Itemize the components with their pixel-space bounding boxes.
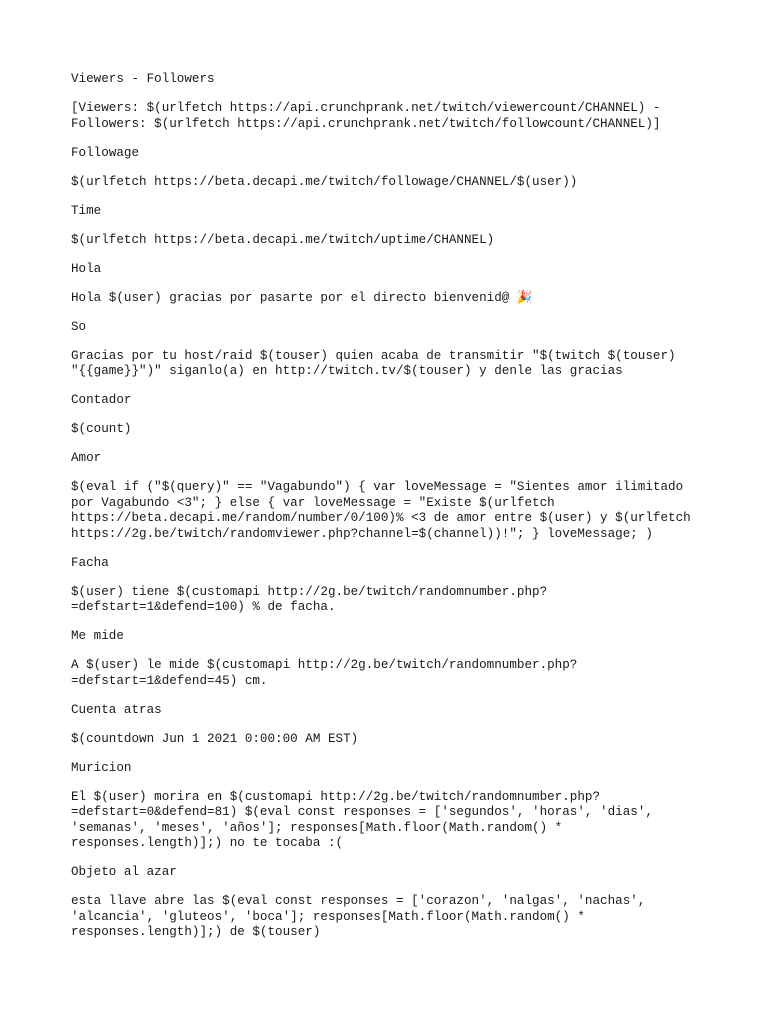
command-title: Contador <box>71 393 132 407</box>
command-body <box>71 422 711 438</box>
command-body <box>71 349 711 380</box>
command-body <box>71 790 711 852</box>
command-line: [Viewers: $(urlfetch https://api.crunchprank.net/twitch/viewercount/CHANNEL) - <box>71 101 661 115</box>
command-entry <box>71 262 711 307</box>
command-entry <box>71 629 711 689</box>
command-line: responses.length)];) no te tocaba :( <box>71 836 344 850</box>
command-line: Hola $(user) gracias por pasarte por el directo bienvenid@ 🎉 <box>71 290 533 305</box>
command-title: So <box>71 319 87 334</box>
command-body <box>71 233 711 249</box>
command-title: Amor <box>71 451 102 465</box>
command-line: A $(user) le mide $(customapi http://2g.be/twitch/randomnumber.php? <box>71 658 578 672</box>
command-line: El $(user) morira en $(customapi http://2g.be/twitch/randomnumber.php? <box>71 789 601 804</box>
command-line: $(user) tiene $(customapi http://2g.be/twitch/randomnumber.php? <box>71 584 548 599</box>
command-body <box>71 101 711 132</box>
document-page <box>71 72 711 954</box>
command-line: =defstart=0&defend=81) $(eval const responses = ['segundos', 'horas', 'dias', <box>71 805 653 819</box>
command-entry <box>71 761 711 852</box>
command-line: https://2g.be/twitch/randomviewer.php?channel=$(channel))!"; } loveMessage; ) <box>71 526 653 541</box>
command-body <box>71 480 711 542</box>
command-title: Cuenta atras <box>71 702 162 717</box>
command-body <box>71 585 711 616</box>
command-title: Facha <box>71 555 109 570</box>
command-line: Gracias por tu host/raid $(touser) quien acaba de transmitir "$(twitch $(touser) <box>71 348 676 363</box>
command-entry <box>71 703 711 748</box>
command-entry <box>71 146 711 191</box>
command-body <box>71 658 711 689</box>
command-entry <box>71 865 711 941</box>
command-line: $(urlfetch https://beta.decapi.me/twitch/uptime/CHANNEL) <box>71 232 495 247</box>
command-entry <box>71 72 711 132</box>
command-line: Followers: $(urlfetch https://api.crunchprank.net/twitch/followcount/CHANNEL)] <box>71 116 661 131</box>
command-entry <box>71 556 711 616</box>
command-body <box>71 175 711 191</box>
command-line: por Vagabundo <3"; } else { var loveMessage = "Existe $(urlfetch <box>71 495 555 510</box>
command-entry <box>71 320 711 380</box>
command-entry <box>71 393 711 438</box>
command-title: Muricion <box>71 760 132 775</box>
command-line: =defstart=1&defend=45) cm. <box>71 673 268 688</box>
command-title: Time <box>71 203 102 218</box>
command-line: $(count) <box>71 422 132 436</box>
command-line: $(urlfetch https://beta.decapi.me/twitch/followage/CHANNEL/$(user)) <box>71 174 578 189</box>
command-entry <box>71 204 711 249</box>
command-line: https://beta.decapi.me/random/number/0/100)% <3 de amor entre $(user) y $(urlfetch <box>71 511 691 525</box>
command-line: 'alcancia', 'gluteos', 'boca']; responses[Math.floor(Math.random() * <box>71 909 585 924</box>
command-title: Hola <box>71 261 102 276</box>
command-line: =defstart=1&defend=100) % de facha. <box>71 600 336 614</box>
command-title: Followage <box>71 145 140 160</box>
command-entry <box>71 451 711 542</box>
command-line: $(eval if ("$(query)" == "Vagabundo") { var loveMessage = "Sientes amor ilimitado <box>71 480 684 494</box>
command-line: 'semanas', 'meses', 'años']; responses[Math.floor(Math.random() * <box>71 820 563 835</box>
command-line: "{{game}}")" siganlo(a) en http://twitch.tv/$(touser) y denle las gracias <box>71 364 623 378</box>
command-title: Objeto al azar <box>71 865 177 879</box>
command-line: responses.length)];) de $(touser) <box>71 925 321 939</box>
command-body <box>71 732 711 748</box>
command-body <box>71 291 711 307</box>
command-line: esta llave abre las $(eval const responses = ['corazon', 'nalgas', 'nachas', <box>71 894 646 908</box>
command-title: Viewers - Followers <box>71 72 215 86</box>
command-line: $(countdown Jun 1 2021 0:00:00 AM EST) <box>71 731 359 746</box>
command-title: Me mide <box>71 629 124 643</box>
command-body <box>71 894 711 941</box>
